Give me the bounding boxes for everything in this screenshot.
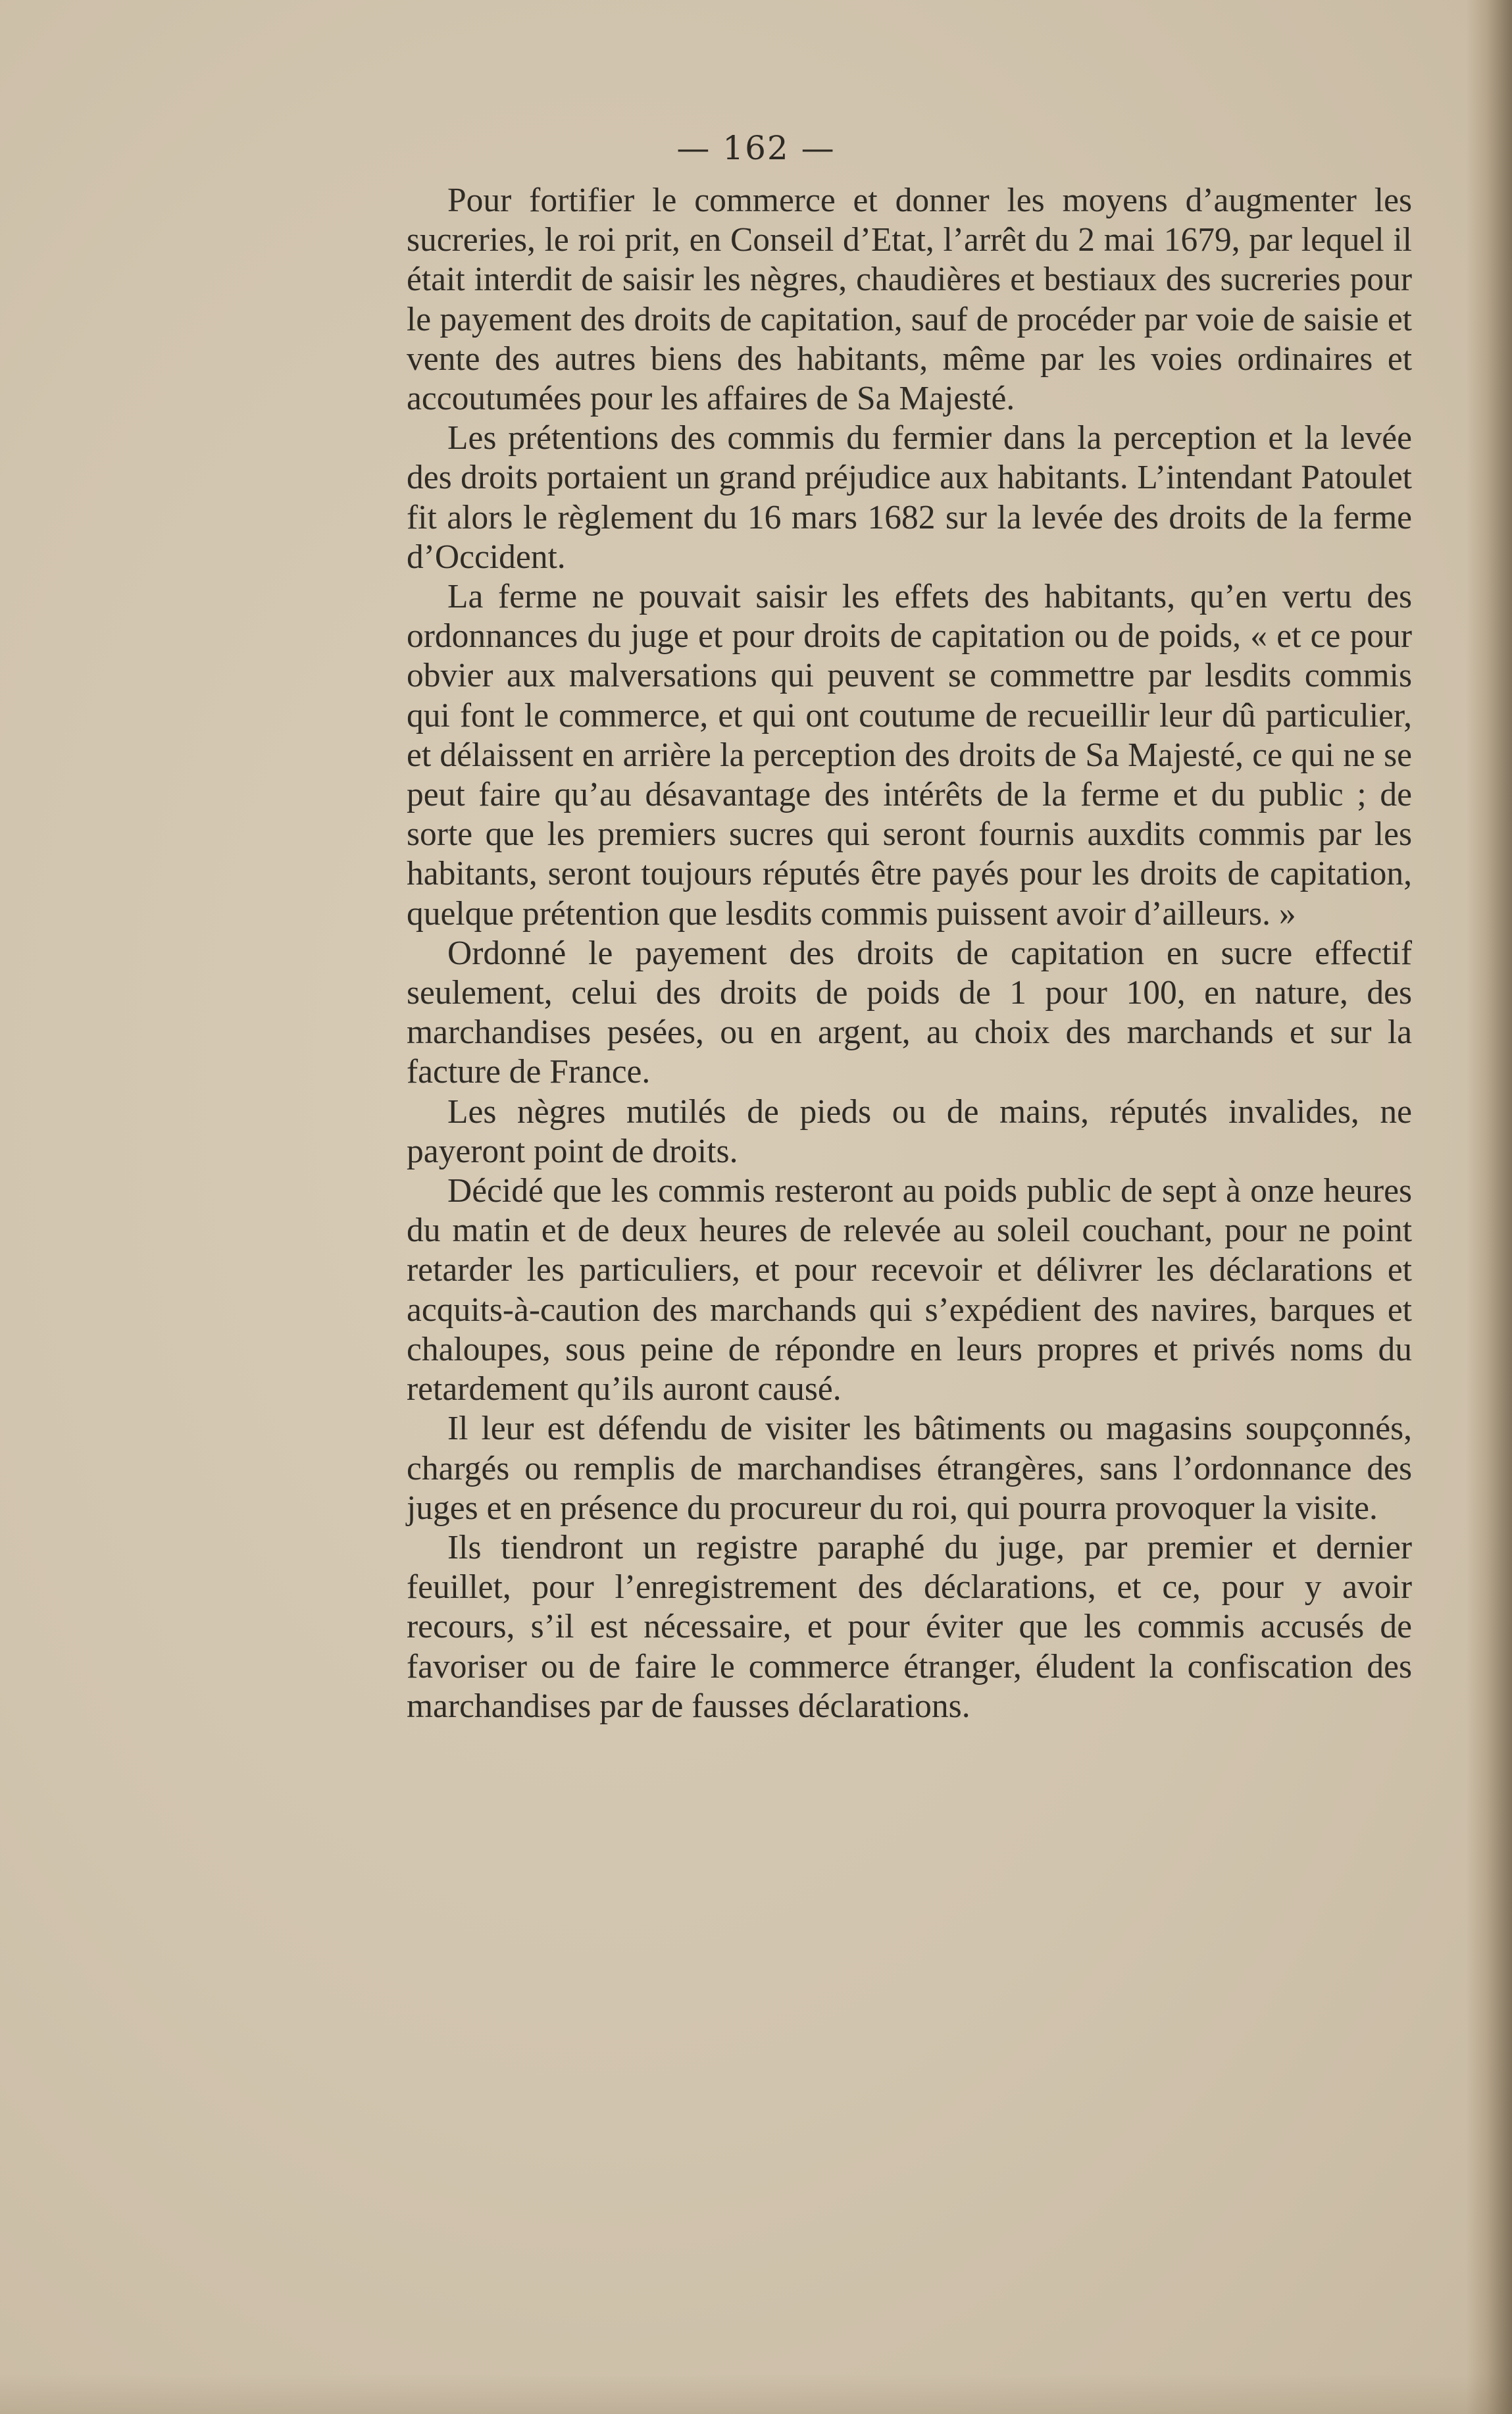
page-number: — 162 — <box>676 129 836 167</box>
paragraph: Ils tiendront un registre paraphé du juge, par premier et dernier feuillet, pour l’enregistrement des déclarations, et ce, pour y avoir recours, s’il est nécessaire, et pour éviter que les commis accusés de favoriser ou de faire le commerce étranger, éludent la confiscation des marchandises par de fausses déclarations. <box>407 1528 1412 1725</box>
paragraph: Il leur est défendu de visiter les bâtiments ou magasins soupçonnés, chargés ou remplis de marchandises étrangères, sans l’ordonnance des juges et en présence du procureur du roi, qui pourra provoquer la visite. <box>407 1410 1412 1527</box>
page-bottom-shade <box>0 2375 1512 2414</box>
body-text <box>407 181 1412 1726</box>
paragraph: Décidé que les commis resteront au poids public de sept à onze heures du matin et de deux heures de relevée au soleil couchant, pour ne point retarder les particuliers, et pour recevoir et délivrer les déclarations et acquits-à-caution des marchands qui s’expédient des navires, barques et chaloupes, sous peine de répondre en leurs propres et privés noms du retardement qu’ils auront causé. <box>407 1172 1412 1408</box>
paragraph: Les nègres mutilés de pieds ou de mains, réputés invalides, ne payeront point de droits. <box>407 1092 1412 1170</box>
paragraph: Ordonné le payement des droits de capitation en sucre effectif seulement, celui des droits de poids de 1 pour 100, en nature, des marchandises pesées, ou en argent, au choix des marchands et sur la facture de France. <box>407 934 1412 1091</box>
paragraph: Les prétentions des commis du fermier dans la perception et la levée des droits portaient un grand préjudice aux habitants. L’intendant Patoulet fit alors le règlement du 16 mars 1682 sur la levée des droits de la ferme d’Occident. <box>407 419 1412 576</box>
page-edge-shadow <box>1466 0 1512 2414</box>
paragraph: Pour fortifier le commerce et donner les moyens d’augmenter les sucreries, le roi prit, en Conseil d’Etat, l’arrêt du 2 mai 1679, par lequel il était interdit de saisir les nègres, chaudières et bestiaux des sucreries pour le payement des droits de capitation, sauf de procéder par voie de saisie et vente des autres biens des habitants, même par les voies ordinaires et accoutumées pour les affaires de Sa Majesté. <box>407 182 1412 418</box>
paragraph: La ferme ne pouvait saisir les effets des habitants, qu’en vertu des ordonnances du juge et pour droits de capitation ou de poids, « et ce pour obvier aux malversations qui peuvent se commettre par lesdits commis qui font le commerce, et qui ont coutume de recueillir leur dû particulier, et délaissent en arrière la perception des droits de Sa Majesté, ce qui ne se peut faire qu’au désavantage des intérêts de la ferme et du public ; de sorte que les premiers sucres qui seront fournis auxdits commis par les habitants, seront toujours réputés être payés pour les droits de capitation, quelque prétention que lesdits commis puissent avoir d’ailleurs. » <box>407 578 1412 933</box>
